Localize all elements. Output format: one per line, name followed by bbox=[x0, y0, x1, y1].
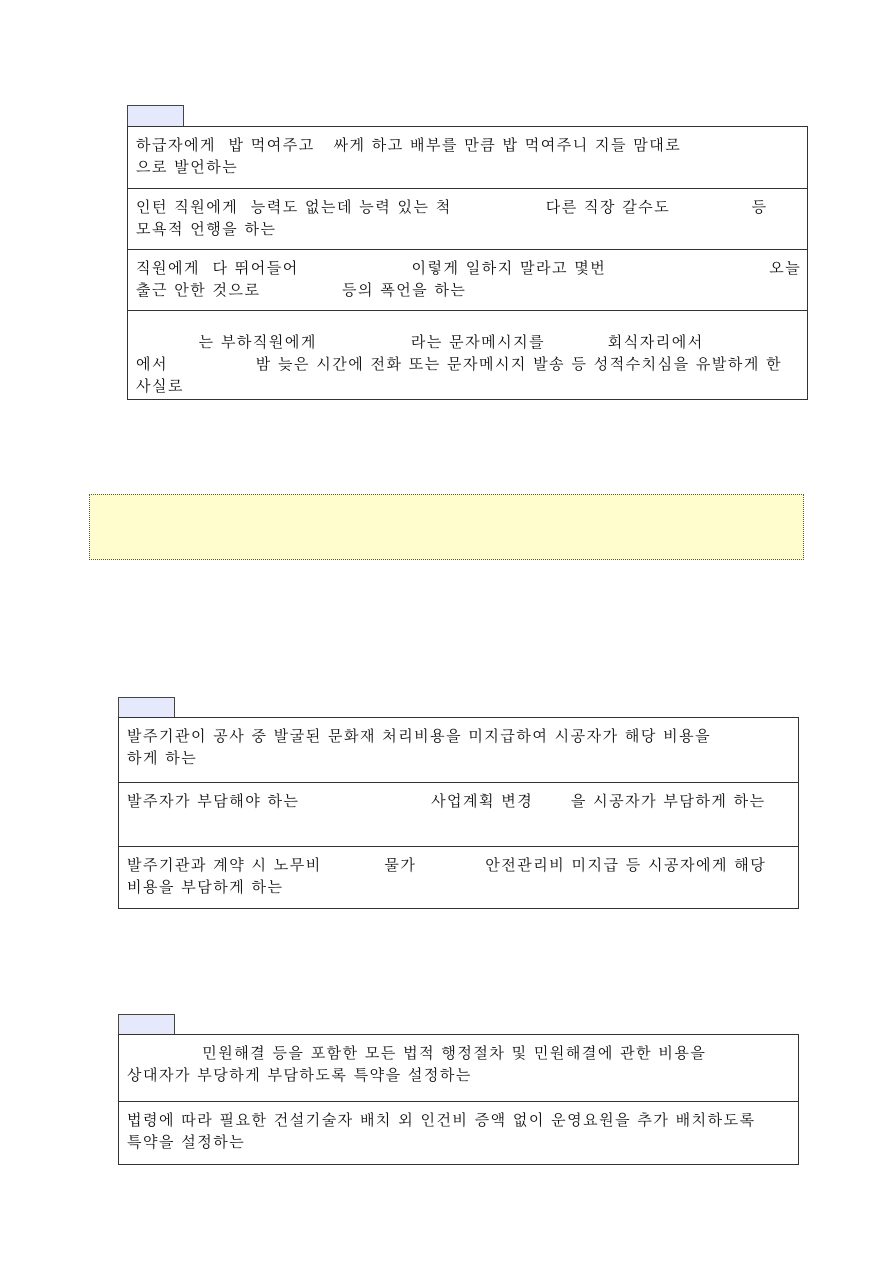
row-text: 상대자가 부당하게 부담하도록 특약을 설정하는 bbox=[127, 1066, 472, 1084]
row-text: 비용을 부담하게 하는 bbox=[127, 878, 284, 896]
table-row bbox=[128, 188, 807, 249]
table-row bbox=[119, 1035, 798, 1101]
table-row bbox=[119, 718, 798, 782]
table-row bbox=[128, 310, 807, 399]
section2-table bbox=[118, 717, 799, 909]
row-text: 발주기관과 계약 시 노무비 물가 안전관리비 미지급 등 시공자에게 해당 bbox=[127, 856, 767, 874]
section3-tab bbox=[118, 1014, 175, 1035]
row-text: 모욕적 언행을 하는 bbox=[136, 220, 277, 238]
row-text: 직원에게 다 뛰어들어 이렇게 일하지 말라고 몇번 오늘 bbox=[136, 259, 802, 277]
table-row bbox=[119, 846, 798, 908]
table-row bbox=[119, 1101, 798, 1164]
table-row bbox=[119, 782, 798, 846]
row-text: 민원해결 등을 포함한 모든 법적 행정절차 및 민원해결에 관한 비용을 bbox=[127, 1044, 707, 1062]
section2-tab bbox=[118, 697, 175, 718]
row-text: 에서 밤 늦은 시간에 전화 또는 문자메시지 발송 등 성적수치심을 유발하게 한 bbox=[136, 355, 783, 373]
row-text: 발주기관이 공사 중 발굴된 문화재 처리비용을 미지급하여 시공자가 해당 비용을 bbox=[127, 727, 712, 745]
row-text: 하게 하는 bbox=[127, 749, 198, 767]
row-text: 사실로 bbox=[136, 377, 184, 395]
row-text: 는 부하직원에게 라는 문자메시지를 회식자리에서 bbox=[136, 333, 704, 351]
row-text: 으로 발언하는 bbox=[136, 158, 239, 176]
row-text: 법령에 따라 필요한 건설기술자 배치 외 인건비 증액 없이 운영요원을 추가 배치하도록 bbox=[127, 1111, 756, 1129]
row-text: 출근 안한 것으로 등의 폭언을 하는 bbox=[136, 281, 467, 299]
section1-table bbox=[127, 126, 808, 400]
table-row bbox=[128, 249, 807, 310]
row-text: 발주자가 부담해야 하는 사업계획 변경 을 시공자가 부담하게 하는 bbox=[127, 792, 766, 810]
row-text: 하급자에게 밥 먹여주고 싸게 하고 배부를 만큼 밥 먹여주니 지들 맘대로 bbox=[136, 136, 682, 154]
row-text: 특약을 설정하는 bbox=[127, 1133, 246, 1151]
table-row bbox=[128, 127, 807, 188]
row-text: 인턴 직원에게 능력도 없는데 능력 있는 척 다른 직장 갈수도 등 bbox=[136, 198, 768, 216]
section1-tab bbox=[127, 105, 184, 126]
highlight-box bbox=[89, 494, 804, 560]
section3-table bbox=[118, 1034, 799, 1165]
